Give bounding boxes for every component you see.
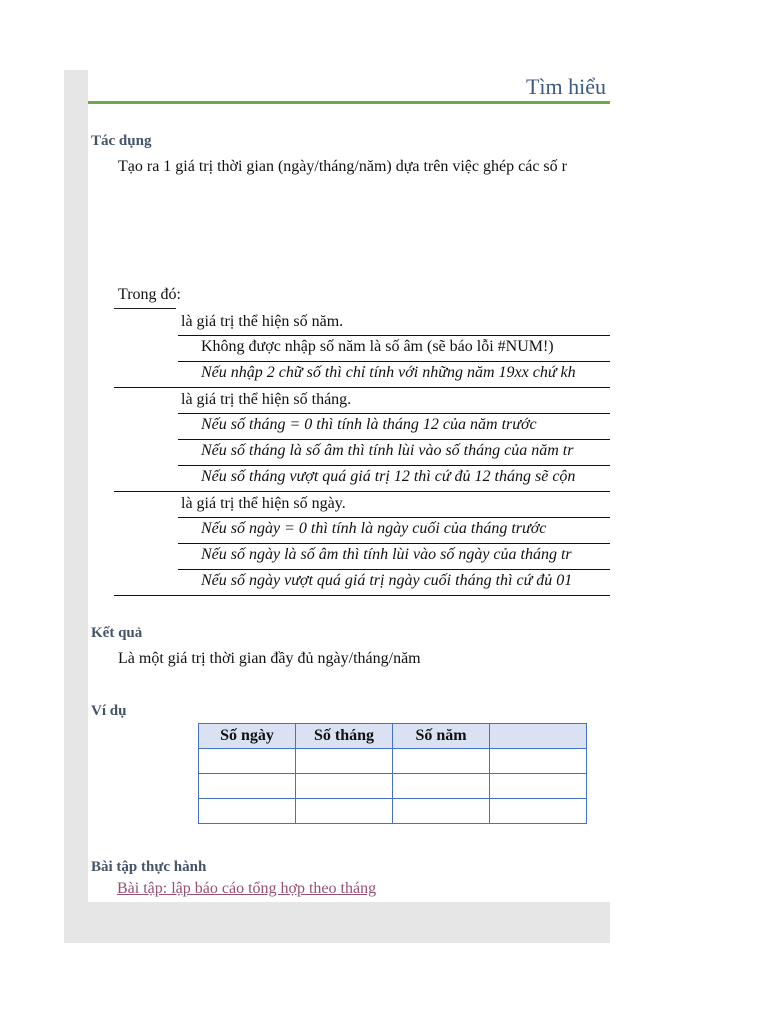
table-cell[interactable] [490,749,587,774]
example-table [198,723,587,824]
divider [178,361,610,362]
table-cell[interactable] [199,799,296,824]
divider [114,387,610,388]
divider [178,439,610,440]
month-note-3: Nếu số tháng vượt quá giá trị 12 thì cứ đủ 12 tháng sẽ cộn [201,468,576,485]
table-cell[interactable] [199,774,296,799]
year-note-2: Nếu nhập 2 chữ số thì chỉ tính với những năm 19xx chứ kh [201,364,576,381]
divider [178,413,610,414]
trong-do-label: Trong đó: [118,286,181,303]
table-cell[interactable] [296,799,393,824]
header-so-thang[interactable]: Số tháng [296,724,393,749]
header-so-nam[interactable]: Số năm [393,724,490,749]
divider [178,569,610,570]
divider [178,465,610,466]
month-note-2: Nếu số tháng là số âm thì tính lùi vào số tháng của năm tr [201,442,574,459]
divider [178,335,610,336]
divider [178,517,610,518]
table-cell[interactable] [490,799,587,824]
month-note-1: Nếu số tháng = 0 thì tính là tháng 12 của năm trước [201,416,537,433]
table-header-row [199,724,587,749]
bottom-band [64,902,610,943]
table-cell[interactable] [296,749,393,774]
title-divider [88,101,610,104]
divider [114,595,610,596]
month-description: là giá trị thể hiện số tháng. [181,391,352,408]
day-note-1: Nếu số ngày = 0 thì tính là ngày cuối của tháng trước [201,520,547,537]
heading-ket-qua: Kết quả [91,625,143,641]
day-note-3: Nếu số ngày vượt quá giá trị ngày cuối tháng thì cứ đủ 01 [201,572,573,589]
day-note-2: Nếu số ngày là số âm thì tính lùi vào số ngày của tháng tr [201,546,572,563]
day-description: là giá trị thể hiện số ngày. [181,495,346,512]
heading-vi-du: Ví dụ [91,703,127,719]
table-cell[interactable] [490,774,587,799]
table-cell[interactable] [393,774,490,799]
page-title: Tìm hiểu [525,74,606,99]
left-gutter [64,70,88,943]
table-row [199,774,587,799]
year-note-1: Không được nhập số năm là số âm (sẽ báo lỗi #NUM!) [201,338,554,355]
divider [114,491,610,492]
table-cell[interactable] [199,749,296,774]
table-cell[interactable] [296,774,393,799]
table-row [199,799,587,824]
trong-do-underline [114,308,176,309]
exercise-link[interactable]: Bài tập: lập báo cáo tổng hợp theo tháng [117,880,377,897]
header-so-ngay[interactable]: Số ngày [199,724,296,749]
table-cell[interactable] [393,749,490,774]
heading-bai-tap: Bài tập thực hành [91,859,207,875]
year-description: là giá trị thể hiện số năm. [181,313,344,330]
table-cell[interactable] [393,799,490,824]
header-empty[interactable] [490,724,587,749]
heading-tac-dung: Tác dụng [91,133,152,149]
tac-dung-text: Tạo ra 1 giá trị thời gian (ngày/tháng/năm) dựa trên việc ghép các số r [118,158,567,175]
divider [178,543,610,544]
ket-qua-text: Là một giá trị thời gian đầy đủ ngày/tháng/năm [118,650,421,667]
worksheet [64,70,610,943]
table-row [199,749,587,774]
